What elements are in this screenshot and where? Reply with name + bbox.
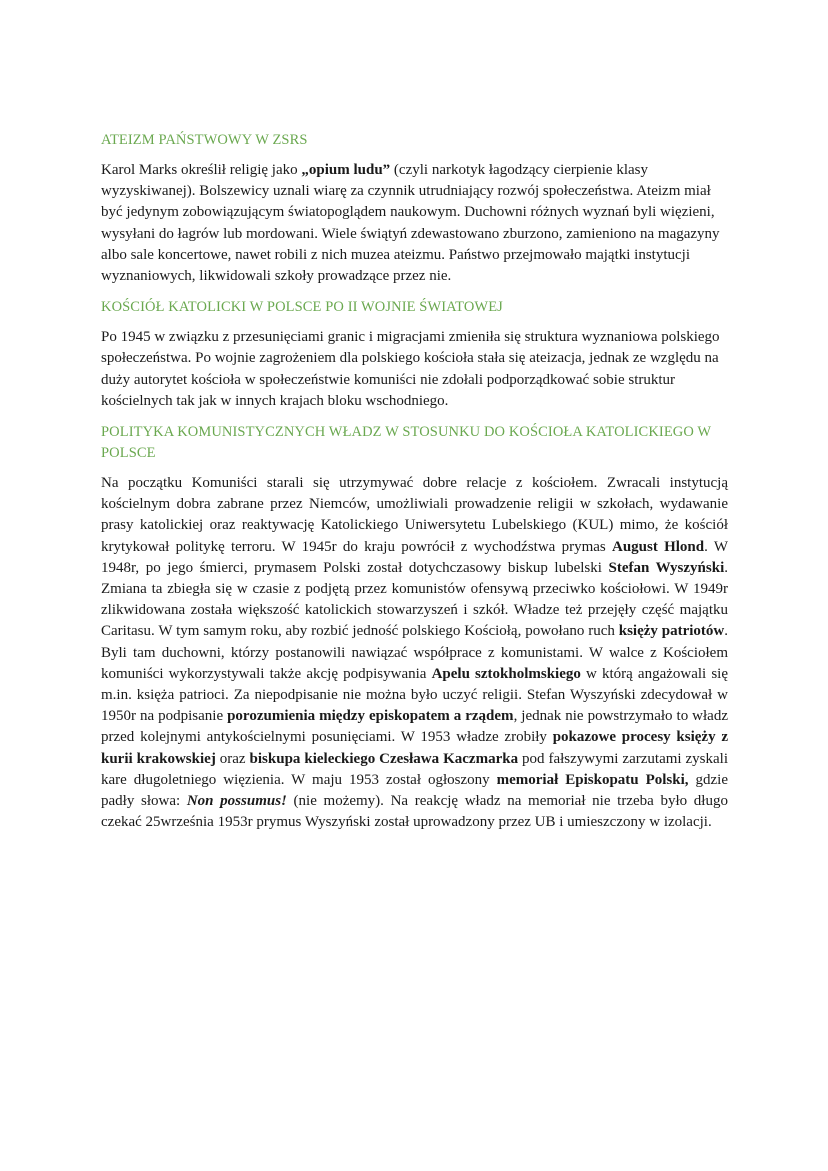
section-heading: ATEIZM PAŃSTWOWY W ZSRS: [101, 132, 308, 148]
section-paragraph: [101, 473, 728, 833]
bold-italic-term: Non possumus!: [186, 793, 287, 810]
text-run: gdzie padły słowa:: [101, 771, 728, 810]
section-polityka-komunistow: [101, 422, 728, 833]
text-run: (czyli narkotyk łagodzący cierpienie klasy wyzyskiwanej). Bolszewicy uznali wiarę za czynnik utrudniający rozwój społeczeństwa. Ateizm miał być jedynym zobowiązującym światopoglądem naukowym. Duchowni różnych wyznań byli więzieni, wysyłani do łagrów lub mordowani. Wiele świątyń zdewastowano zburzono, zamieniono na magazyny albo sale koncertowe, nawet robili z nich muzea ateizmu. Państwo przejmowało majątki instytucji wyznaniowych, likwidowali szkoły prowadzące przez nie.: [101, 162, 720, 285]
section-ateizm: [101, 130, 728, 287]
section-heading: KOŚCIÓŁ KATOLICKI W POLSCE PO II WOJNIE ŚWIATOWEJ: [101, 299, 503, 316]
text-run: (nie możemy). Na reakcję władz na memoriał nie trzeba było długo czekać 25września 1953r prymus Wyszyński został uprowadzony przez UB i umieszczony w izolacji.: [101, 793, 728, 831]
section-heading: POLITYKA KOMUNISTYCZNYCH WŁADZ W STOSUNKU DO KOŚCIOŁA KATOLICKIEGO W POLSCE: [101, 424, 711, 462]
text-run: . W 1948r, po jego śmierci, prymasem Polski został dotychczasowy biskup lubelski: [101, 538, 728, 576]
text-run: oraz: [215, 750, 250, 767]
text-run: Na początku Komuniści starali się utrzymywać dobre relacje z kościołem. Zwracali instytucją kościelnym dobra zabrane przez Niemców, umożliwiali prowadzenie religii w szkołach, wydawanie prasy katolickiej oraz reaktywację Katolickiego Uniwersytetu Lubelskiego (KUL) mimo, że kościół krytykował politykę terroru. W 1945r do kraju powrócił z wychodźstwa prymas: [101, 475, 728, 555]
document-page: [101, 130, 728, 843]
bold-term: księży patriotów: [618, 623, 725, 640]
text-run: Karol Marks określił religię jako: [101, 162, 302, 178]
section-paragraph: [101, 160, 728, 287]
bold-term: Apelu sztokholmskiego: [431, 665, 581, 682]
section-paragraph: [101, 327, 728, 412]
bold-term: porozumienia między episkopatem a rządem: [227, 708, 514, 725]
text-run: pod fałszywymi zarzutami zyskali kare długoletniego więzienia. W maju 1953 został ogłoszony: [101, 750, 729, 788]
text-run: w którą angażowali się m.in. księża patrioci. Za niepodpisanie nie można było uczyć religii. Stefan Wyszyński zdecydował w 1950r na podpisanie: [101, 665, 728, 725]
bold-term: pokazowe procesy księży z kurii krakowskiej: [101, 729, 729, 767]
bold-term: „opium ludu”: [301, 162, 391, 178]
bold-term: biskupa kieleckiego Czesława Kaczmarka: [249, 750, 519, 767]
text-run: Po 1945 w związku z przesunięciami granic i migracjami zmieniła się struktura wyznaniowa polskiego społeczeństwa. Po wojnie zagrożeniem dla polskiego kościoła stała się ateizacja, jednak ze względu na duży autorytet kościoła w społeczeństwie komuniści nie zdołali podporządkować sobie struktur kościelnych tak jak w innych krajach bloku wschodniego.: [101, 329, 720, 409]
text-run: . Zmiana ta zbiegła się w czasie z podjętą przez komunistów ofensywą przeciwko kościołowi. W 1949r zlikwidowana została większość katolickich stowarzyszeń i szkół. Władze też przejęły część majątku Caritasu. W tym samym roku, aby rozbić jedność polskiego Kościołą, powołano ruch: [101, 559, 728, 640]
bold-term: Stefan Wyszyński: [608, 559, 725, 576]
text-run: , jednak nie powstrzymało to władz przed kolejnymi antykościelnymi posunięciami. W 1953 władze zrobiły: [101, 708, 729, 746]
section-kosciol-po-wojnie: [101, 297, 728, 412]
text-run: . Byli tam duchowni, którzy postanowili nawiązać współprace z komunistami. W walce z Kościołem komuniści wykorzystywali także akcję podpisywania: [101, 623, 728, 682]
bold-term: August Hlond: [611, 538, 705, 555]
bold-term: memoriał Episkopatu Polski,: [496, 771, 689, 788]
